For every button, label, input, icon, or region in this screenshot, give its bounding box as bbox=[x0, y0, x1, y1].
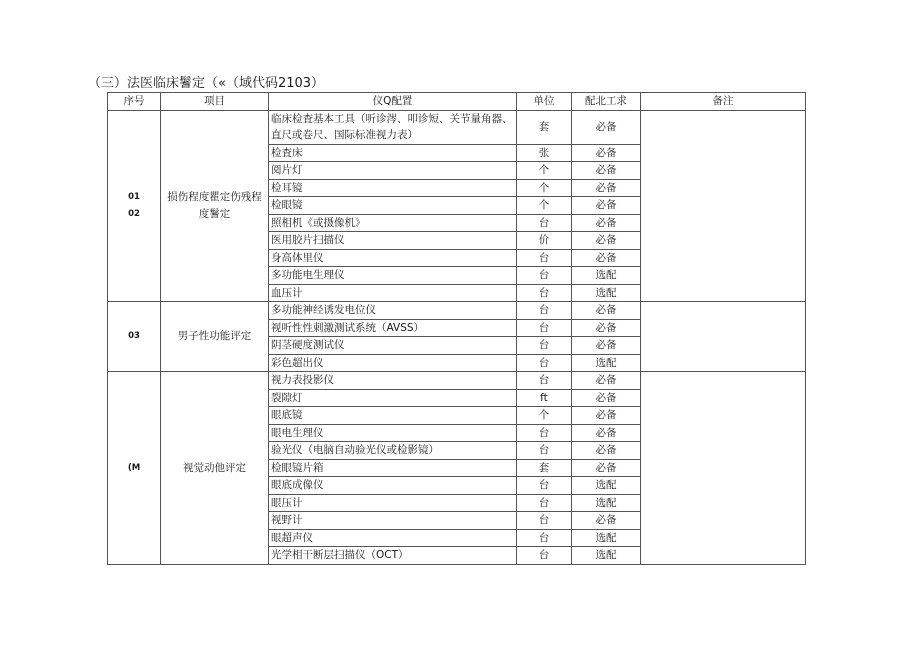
group-project-cell: 视觉动他评定 bbox=[161, 372, 269, 565]
unit-cell: 台 bbox=[517, 494, 572, 512]
section-heading: （三）法医临床鬐定（«（域代码2103） bbox=[88, 76, 325, 91]
remarks-cell bbox=[641, 372, 806, 565]
requirement-cell: 选配 bbox=[572, 494, 641, 512]
unit-cell: 价 bbox=[517, 232, 572, 250]
group-seq-number: 01 bbox=[128, 192, 140, 203]
table-row bbox=[108, 110, 806, 144]
equipment-item-cell: 眼超声仪 bbox=[269, 529, 517, 547]
equipment-item-cell: 身高体里仪 bbox=[269, 249, 517, 267]
table-row bbox=[108, 302, 806, 320]
unit-cell: 套 bbox=[517, 459, 572, 477]
equipment-table bbox=[107, 92, 806, 565]
equipment-item-cell: 检眼镜 bbox=[269, 197, 517, 215]
requirement-cell: 必备 bbox=[572, 214, 641, 232]
equipment-item-cell: 彩色超出仪 bbox=[269, 354, 517, 372]
requirement-cell: 必备 bbox=[572, 319, 641, 337]
unit-cell: 台 bbox=[517, 249, 572, 267]
equipment-item-cell: 照相机《或摄像机》 bbox=[269, 214, 517, 232]
requirement-cell: 选配 bbox=[572, 284, 641, 302]
group-seq-number: (M bbox=[127, 462, 141, 473]
equipment-item-cell: 阴茎硬度测试仪 bbox=[269, 337, 517, 355]
requirement-cell: 必备 bbox=[572, 389, 641, 407]
requirement-cell: 必备 bbox=[572, 407, 641, 425]
equipment-item-cell: 眼底成像仪 bbox=[269, 477, 517, 495]
remarks-cell bbox=[641, 302, 806, 372]
unit-cell: 台 bbox=[517, 214, 572, 232]
requirement-cell: 必备 bbox=[572, 337, 641, 355]
requirement-cell: 选配 bbox=[572, 529, 641, 547]
group-seq-number: 02 bbox=[128, 208, 140, 219]
unit-cell: 个 bbox=[517, 197, 572, 215]
group-seq-cell bbox=[108, 372, 161, 565]
unit-cell: 台 bbox=[517, 337, 572, 355]
requirement-cell: 必备 bbox=[572, 372, 641, 390]
unit-cell: 台 bbox=[517, 354, 572, 372]
equipment-item-cell: 检耳镜 bbox=[269, 179, 517, 197]
group-seq-number: 03 bbox=[128, 331, 140, 342]
requirement-cell: 必备 bbox=[572, 179, 641, 197]
unit-cell: 台 bbox=[517, 477, 572, 495]
unit-cell: 台 bbox=[517, 442, 572, 460]
unit-cell: 台 bbox=[517, 284, 572, 302]
equipment-item-cell: 视力表投影仪 bbox=[269, 372, 517, 390]
requirement-cell: 选配 bbox=[572, 477, 641, 495]
unit-cell: 台 bbox=[517, 302, 572, 320]
equipment-item-cell: 医用胶片扫描仪 bbox=[269, 232, 517, 250]
table-header-row bbox=[108, 93, 806, 111]
equipment-item-cell: 视听性性刺激测试系统（AVSS） bbox=[269, 319, 517, 337]
group-seq-cell bbox=[108, 110, 161, 302]
unit-cell: 张 bbox=[517, 144, 572, 162]
unit-cell: 台 bbox=[517, 319, 572, 337]
requirement-cell: 必备 bbox=[572, 302, 641, 320]
remarks-cell bbox=[641, 110, 806, 302]
equipment-item-cell: 眼压计 bbox=[269, 494, 517, 512]
equipment-item-cell: 光学相干断层扫描仪（OCT） bbox=[269, 547, 517, 565]
equipment-item-cell: 多功能神经诱发电位仪 bbox=[269, 302, 517, 320]
group-project-cell: 男子性功能评定 bbox=[161, 302, 269, 372]
header-equipment: 仪Q配置 bbox=[269, 93, 517, 111]
header-remarks: 备注 bbox=[641, 93, 806, 111]
header-project: 项目 bbox=[161, 93, 269, 111]
requirement-cell: 必备 bbox=[572, 424, 641, 442]
requirement-cell: 选配 bbox=[572, 547, 641, 565]
equipment-item-cell: 多功能电生理仪 bbox=[269, 267, 517, 285]
equipment-item-cell: 验光仪（电脑自动验光仪或检影镜） bbox=[269, 442, 517, 460]
unit-cell: 套 bbox=[517, 110, 572, 144]
table-row bbox=[108, 372, 806, 390]
equipment-item-cell: 阅片灯 bbox=[269, 162, 517, 180]
unit-cell: 个 bbox=[517, 407, 572, 425]
unit-cell: ft bbox=[517, 389, 572, 407]
requirement-cell: 必备 bbox=[572, 162, 641, 180]
equipment-item-cell: 裂隙灯 bbox=[269, 389, 517, 407]
group-project-cell: 损伤程度瞿定伤残程度鬐定 bbox=[161, 110, 269, 302]
requirement-cell: 选配 bbox=[572, 354, 641, 372]
header-unit: 单位 bbox=[517, 93, 572, 111]
requirement-cell: 必备 bbox=[572, 459, 641, 477]
equipment-item-cell: 检眼镜片箱 bbox=[269, 459, 517, 477]
unit-cell: 台 bbox=[517, 372, 572, 390]
requirement-cell: 必备 bbox=[572, 249, 641, 267]
requirement-cell: 必备 bbox=[572, 512, 641, 530]
requirement-cell: 必备 bbox=[572, 110, 641, 144]
unit-cell: 台 bbox=[517, 267, 572, 285]
group-seq-cell bbox=[108, 302, 161, 372]
equipment-item-cell: 检査床 bbox=[269, 144, 517, 162]
equipment-item-cell: 临床检査基本工具（听诊涔、叩诊短、关节量角器、直尺或卷尺、国际标准视力表） bbox=[269, 110, 517, 144]
unit-cell: 台 bbox=[517, 512, 572, 530]
requirement-cell: 必备 bbox=[572, 144, 641, 162]
equipment-item-cell: 眼电生理仪 bbox=[269, 424, 517, 442]
unit-cell: 台 bbox=[517, 424, 572, 442]
equipment-item-cell: 眼底镜 bbox=[269, 407, 517, 425]
header-requirement: 配北工求 bbox=[572, 93, 641, 111]
unit-cell: 台 bbox=[517, 547, 572, 565]
unit-cell: 个 bbox=[517, 162, 572, 180]
requirement-cell: 选配 bbox=[572, 267, 641, 285]
unit-cell: 台 bbox=[517, 529, 572, 547]
table-body bbox=[108, 110, 806, 564]
header-seq: 序号 bbox=[108, 93, 161, 111]
requirement-cell: 必备 bbox=[572, 442, 641, 460]
equipment-item-cell: 视野计 bbox=[269, 512, 517, 530]
requirement-cell: 必备 bbox=[572, 197, 641, 215]
equipment-item-cell: 血压计 bbox=[269, 284, 517, 302]
unit-cell: 个 bbox=[517, 179, 572, 197]
requirement-cell: 必备 bbox=[572, 232, 641, 250]
